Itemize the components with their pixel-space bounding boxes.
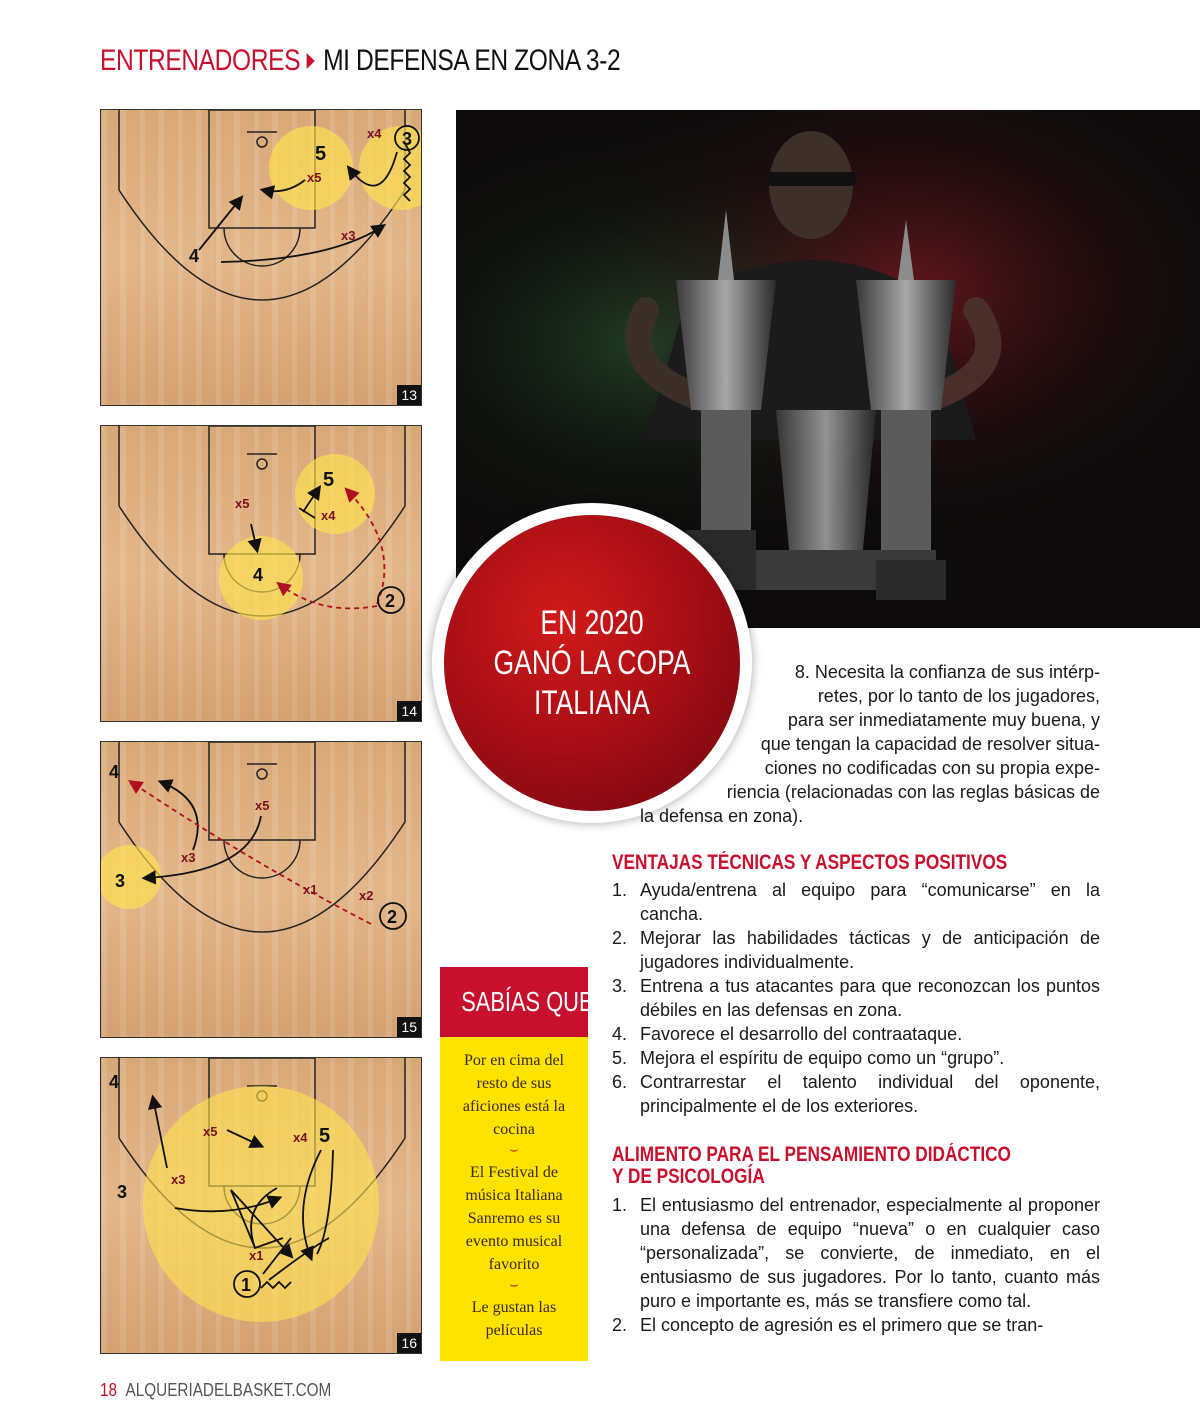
defender-x4: x4 — [367, 126, 382, 141]
list-item: 3. Entrena a tus atacantes para que reconozcan los puntos débiles en las defensas en zona. — [612, 976, 1100, 1020]
list-alimento — [612, 1193, 1100, 1337]
player-5: 5 — [323, 469, 335, 491]
player-2: 2 — [385, 591, 396, 611]
player-1: 1 — [241, 1275, 252, 1295]
ornament-icon: ⌣ — [509, 1278, 519, 1293]
heading-line: Y DE PSICOLOGÍA — [612, 1165, 765, 1188]
badge-line: GANÓ LA COPA — [493, 644, 691, 682]
page-number: 18 — [100, 1380, 118, 1400]
diagram-number: 16 — [397, 1333, 421, 1353]
text-line: riencia (relacionadas con las reglas básicas de — [726, 782, 1100, 802]
defender-x5: x5 — [255, 798, 270, 813]
defender-x3: x3 — [171, 1172, 186, 1187]
player-3: 3 — [115, 871, 126, 891]
defender-x5: x5 — [307, 170, 322, 185]
defender-x2: x2 — [359, 888, 374, 903]
list-item: 2. El concepto de agresión es el primero que se tran- — [612, 1315, 1044, 1335]
text-line: ciones no codificadas con su propia expe- — [764, 758, 1100, 778]
header-arrow-icon — [307, 53, 315, 69]
defender-x1: x1 — [249, 1248, 264, 1263]
diagram-number: 14 — [397, 701, 421, 721]
heading-line: ALIMENTO PARA EL PENSAMIENTO DIDÁCTICO — [612, 1143, 1011, 1166]
diagram-14 — [100, 425, 422, 722]
ornament-icon: ⌣ — [509, 1143, 519, 1158]
page-footer — [100, 1380, 331, 1401]
list-ventajas — [612, 878, 1100, 1118]
defender-x4: x4 — [293, 1130, 308, 1145]
article-title: MI DEFENSA EN ZONA 3-2 — [323, 44, 621, 77]
diagram-number: 13 — [397, 385, 421, 405]
defender-x1: x1 — [303, 882, 318, 897]
badge-line: ITALIANA — [534, 684, 650, 722]
text-line: 8. Necesita la confianza de sus intérp- — [794, 662, 1100, 682]
list-item: 4. Favorece el desarrollo del contraataque. — [612, 1024, 963, 1044]
list-item: 1. Ayuda/entrena al equipo para “comunicarse” en la cancha. — [612, 880, 1100, 924]
player-4: 4 — [109, 762, 120, 782]
text-line: para ser inmediatamente muy buena, y — [787, 710, 1100, 730]
player-4: 4 — [109, 1072, 120, 1092]
text-line: la defensa en zona). — [640, 806, 804, 826]
player-4: 4 — [189, 246, 200, 266]
player-5: 5 — [315, 143, 327, 165]
player-4: 4 — [253, 565, 264, 585]
fact-item: Le gustan las películas — [471, 1299, 557, 1339]
list-item: 5. Mejora el espíritu de equipo como un “grupo”. — [612, 1048, 1005, 1068]
defender-x3: x3 — [181, 850, 196, 865]
heading-alimento — [612, 1144, 1011, 1188]
player-3: 3 — [402, 129, 413, 149]
section-label: ENTRENADORES — [100, 44, 301, 77]
fact-item: Por en cima del resto de sus aficiones está la cocina — [462, 1052, 566, 1138]
diagram-number: 15 — [397, 1017, 421, 1037]
player-3: 3 — [117, 1182, 128, 1202]
diagram-13 — [100, 109, 422, 406]
text-line: que tengan la capacidad de resolver situa- — [760, 734, 1100, 754]
page-header — [100, 44, 620, 78]
heading-ventajas: VENTAJAS TÉCNICAS Y ASPECTOS POSITIVOS — [612, 851, 1008, 874]
website: ALQUERIADELBASKET.COM — [125, 1380, 332, 1400]
diagram-16 — [100, 1057, 422, 1354]
diagram-15 — [100, 741, 422, 1038]
defender-x4: x4 — [321, 508, 336, 523]
sabias-que-box — [440, 967, 612, 1361]
defender-x5: x5 — [203, 1124, 218, 1139]
text-line: retes, por lo tanto de los jugadores, — [817, 686, 1100, 706]
sabias-que-heading: SABÍAS QUE... — [440, 967, 588, 1037]
defender-x5: x5 — [235, 496, 250, 511]
sabias-que-body — [440, 1037, 588, 1361]
player-2: 2 — [387, 907, 398, 927]
paragraph-point-8 — [612, 660, 1100, 828]
list-item: 6. Contrarrestar el talento individual del oponente, principalmente el de los exteriores. — [612, 1072, 1100, 1116]
badge-line: EN 2020 — [540, 604, 644, 642]
fact-item: El Festival de música Italiana Sanremo es su evento musical favorito — [465, 1164, 563, 1273]
player-5: 5 — [319, 1125, 331, 1147]
list-item: 1. El entusiasmo del entrenador, especialmente al proponer una defensa de equipo “nueva” o en cualquier caso “personalizada”, se convierte, de inmediato, en el entusiasmo de sus jugadores. Por lo tanto, cuanto más puro e importante es, más se transfiere como tal. — [612, 1195, 1100, 1311]
defender-x3: x3 — [341, 228, 356, 243]
list-item: 2. Mejorar las habilidades tácticas y de anticipación de jugadores individualmente. — [612, 928, 1100, 972]
